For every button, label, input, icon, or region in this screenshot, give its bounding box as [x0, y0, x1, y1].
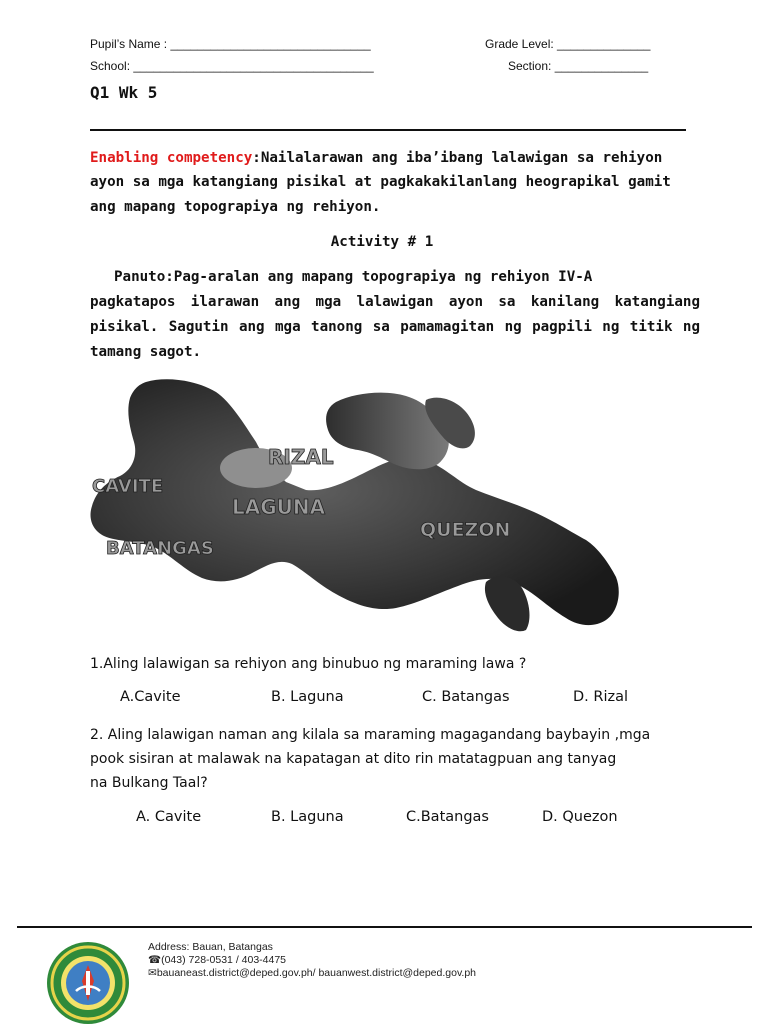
region-iva-map [86, 372, 626, 634]
map-label-rizal: RIZAL [268, 445, 334, 469]
footer-divider [17, 926, 752, 928]
question-2-line-2: pook sisiran at malawak na kapatagan at dito rin matatagpuan ang tanyag [90, 751, 617, 767]
q2-option-a[interactable]: A. Cavite [136, 809, 202, 825]
q1-option-a[interactable]: A.Cavite [120, 689, 181, 705]
footer-phone-line [148, 954, 286, 966]
deped-seal-logo [46, 941, 130, 1025]
instructions-line-4: tamang sagot. [90, 344, 202, 360]
school-field[interactable]: School: ____________________________________ [90, 59, 374, 73]
map-label-quezon: QUEZON [420, 519, 511, 541]
phone-icon: ☎ [148, 954, 162, 966]
instructions-line-1: Panuto:Pag-aralan ang mapang topograpiya ng rehiyon IV-A [114, 269, 593, 285]
q1-option-c[interactable]: C. Batangas [422, 689, 510, 705]
q2-option-c[interactable]: C.Batangas [406, 809, 489, 825]
footer-email-line [148, 967, 476, 979]
map-label-cavite: CAVITE [92, 476, 164, 497]
competency-text: :Nailalarawan ang iba’ibang lalawigan sa rehiyon [252, 150, 663, 166]
pupil-name-field[interactable]: Pupil’s Name : ______________________________ [90, 37, 371, 51]
instructions-line-2: pagkatapos ilarawan ang mga lalawigan ayon sa kanilang katangiang [90, 294, 700, 310]
competency-line-1 [90, 146, 662, 170]
week-label: Q1 Wk 5 [90, 83, 158, 102]
q1-option-b[interactable]: B. Laguna [271, 689, 344, 705]
competency-label: Enabling competency [90, 150, 253, 166]
competency-line-3: ang mapang topograpiya ng rehiyon. [90, 199, 381, 215]
q1-option-d[interactable]: D. Rizal [573, 689, 629, 705]
question-1-text: 1.Aling lalawigan sa rehiyon ang binubuo ng maraming lawa ? [90, 656, 527, 672]
footer-email[interactable]: bauaneast.district@deped.gov.ph/ bauanwest.district@deped.gov.ph [156, 967, 477, 979]
q2-option-b[interactable]: B. Laguna [271, 809, 344, 825]
activity-title: Activity # 1 [330, 234, 434, 250]
footer-address: Address: Bauan, Batangas [148, 941, 273, 953]
question-2-line-3: na Bulkang Taal? [90, 775, 208, 791]
map-label-batangas: BATANGAS [106, 538, 214, 559]
q2-option-d[interactable]: D. Quezon [542, 809, 618, 825]
grade-level-field[interactable]: Grade Level: ______________ [485, 37, 651, 51]
header-divider [90, 129, 686, 131]
instructions-line-3: pisikal. Sagutin ang mga tanong sa pamamagitan ng pagpili ng titik ng [90, 319, 700, 335]
map-label-laguna: LAGUNA [232, 495, 326, 519]
competency-line-2: ayon sa mga katangiang pisikal at pagkakakilanlang heograpikal gamit [90, 174, 671, 190]
email-icon: ✉ [148, 967, 157, 979]
footer-phone: (043) 728-0531 / 403-4475 [161, 954, 287, 966]
question-2-line-1: 2. Aling lalawigan naman ang kilala sa maraming magagandang baybayin ,mga [90, 727, 651, 743]
section-field[interactable]: Section: ______________ [508, 59, 649, 73]
